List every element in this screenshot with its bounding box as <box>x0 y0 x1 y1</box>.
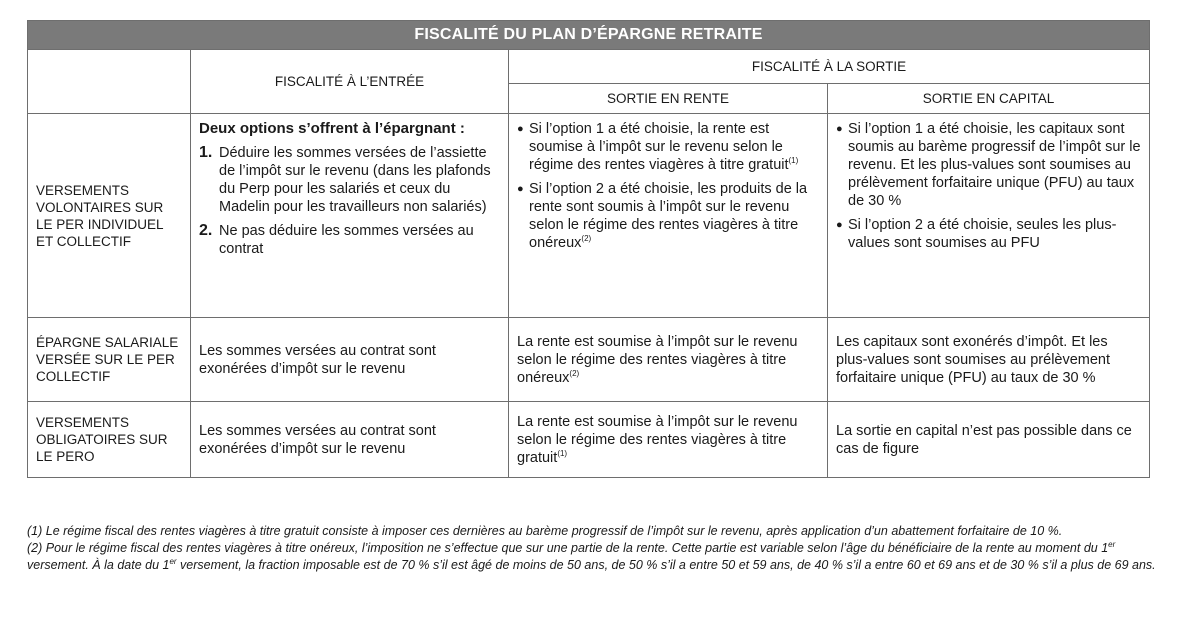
bullet-item <box>836 216 1141 252</box>
bullet-item <box>517 180 819 252</box>
bullet-icon: ● <box>836 219 843 231</box>
corner-cell <box>28 50 191 114</box>
table-title-row <box>28 21 1150 50</box>
capital-cell: La sortie en capital n’est pas possible dans ce cas de figure <box>828 402 1150 478</box>
footnote-2-text: (2) Pour le régime fiscal des rentes viagères à titre onéreux, l’imposition ne s’effectue que sur une partie de la rente. Cette partie est variable selon l’âge du bénéficiaire de la rente au moment du 1 <box>27 541 1109 555</box>
bullet-text: Si l’option 2 a été choisie, les produits de la rente sont soumis à l’impôt sur le revenu selon le régime des rentes viagères à titre onéreux <box>529 181 808 251</box>
bullet-icon: ● <box>517 123 524 135</box>
option-text: Ne pas déduire les sommes versées au contrat <box>219 223 474 257</box>
superscript: er <box>1108 539 1116 549</box>
bullet-item <box>836 120 1141 210</box>
row-label: ÉPARGNE SALARIALE VERSÉE SUR LE PER COLLECTIF <box>28 318 191 402</box>
header-capital: SORTIE EN CAPITAL <box>828 84 1150 114</box>
cell-text: La rente est soumise à l’impôt sur le revenu selon le régime des rentes viagères à titre gratuit <box>517 413 798 466</box>
bullet-content <box>529 180 819 252</box>
footnote-2-text: versement, la fraction imposable est de 70 % s’il est âgé de moins de 50 ans, de 50 % s’il a entre 50 et 59 ans, de 40 % s’il a entre 60 et 69 ans et de 30 % s’il a plus de 69 ans. <box>176 558 1156 572</box>
option-text: Déduire les sommes versées de l’assiette de l’impôt sur le revenu (dans les plafonds du Perp pour les salariés et ceux du Madelin pour les travailleurs non salariés) <box>219 145 491 215</box>
cell-text: La rente est soumise à l’impôt sur le revenu selon le régime des rentes viagères à titre onéreux <box>517 333 798 386</box>
header-row <box>28 50 1150 84</box>
bullet-content <box>529 120 819 174</box>
bullet-text: Si l’option 1 a été choisie, les capitaux sont soumis au barème progressif de l’impôt sur le revenu. Et les plus-values sont soumises au prélèvement forfaitaire unique (PFU) au taux de 30 % <box>848 121 1141 209</box>
option-item <box>199 144 500 216</box>
bullet-item <box>517 120 819 174</box>
options-intro: Deux options s’offrent à l’épargnant : <box>199 120 465 137</box>
table-row <box>28 114 1150 318</box>
table-row <box>28 318 1150 402</box>
header-entree: FISCALITÉ À L’ENTRÉE <box>191 50 509 114</box>
rente-cell <box>509 114 828 318</box>
footnote-2-text: versement. À la date du 1 <box>27 558 170 572</box>
bullet-icon: ● <box>836 123 843 135</box>
header-sortie: FISCALITÉ À LA SORTIE <box>509 50 1150 84</box>
entree-cell: Les sommes versées au contrat sont exonérées d’impôt sur le revenu <box>191 402 509 478</box>
footnotes <box>27 523 1157 574</box>
fiscalite-table <box>27 20 1150 478</box>
bullet-text: Si l’option 1 a été choisie, la rente est soumise à l’impôt sur le revenu selon le régime des rentes viagères à titre gratuit <box>529 121 789 173</box>
row-label: VERSEMENTS OBLIGATOIRES SUR LE PERO <box>28 402 191 478</box>
superscript: er <box>169 556 177 566</box>
capital-cell <box>828 114 1150 318</box>
entree-cell: Les sommes versées au contrat sont exonérées d’impôt sur le revenu <box>191 318 509 402</box>
row-label: VERSEMENTS VOLONTAIRES SUR LE PER INDIVIDUEL ET COLLECTIF <box>28 114 191 318</box>
footnote-ref: (1) <box>788 156 799 166</box>
rente-cell <box>509 402 828 478</box>
capital-cell: Les capitaux sont exonérés d’impôt. Et les plus-values sont soumises au prélèvement forfaitaire unique (PFU) au taux de 30 % <box>828 318 1150 402</box>
option-item <box>199 222 500 258</box>
entree-cell <box>191 114 509 318</box>
option-number: 2. <box>199 222 213 239</box>
bullet-text: Si l’option 2 a été choisie, seules les plus-values sont soumises au PFU <box>848 217 1117 251</box>
footnote-ref: (2) <box>569 368 580 378</box>
table-row <box>28 402 1150 478</box>
option-number: 1. <box>199 144 213 161</box>
rente-cell <box>509 318 828 402</box>
footnote-2 <box>27 540 1157 574</box>
bullet-icon: ● <box>517 183 524 195</box>
footnote-ref: (1) <box>557 448 568 458</box>
footnote-ref: (2) <box>581 234 592 244</box>
header-rente: SORTIE EN RENTE <box>509 84 828 114</box>
table-title: FISCALITÉ DU PLAN D’ÉPARGNE RETRAITE <box>28 21 1150 50</box>
footnote-1: (1) Le régime fiscal des rentes viagères à titre gratuit consiste à imposer ces dernières au barème progressif de l’impôt sur le revenu, après application d’un abattement forfaitaire de 10 %. <box>27 524 1063 538</box>
